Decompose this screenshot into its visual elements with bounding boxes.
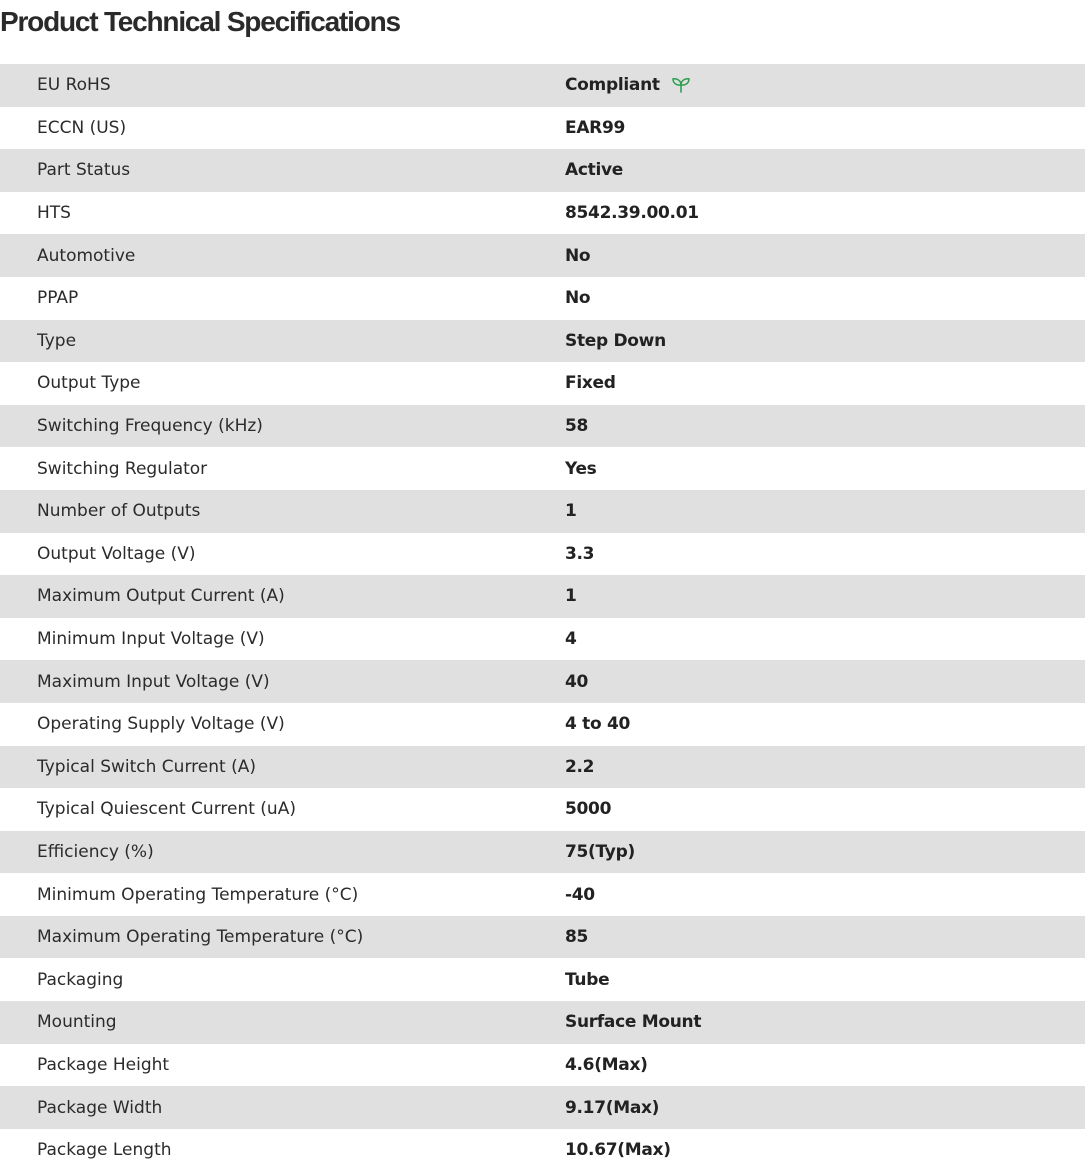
spec-value: No: [565, 288, 591, 309]
spec-row-typical-switch-current: [0, 746, 1085, 789]
spec-value: -40: [565, 884, 595, 905]
spec-row-typical-quiescent-current: [0, 788, 1085, 831]
spec-table: [0, 64, 1085, 1171]
spec-row-ppap: [0, 277, 1085, 320]
spec-row-automotive: [0, 234, 1085, 277]
spec-row-eccn: [0, 107, 1085, 150]
spec-row-type: [0, 320, 1085, 363]
spec-row-eu-rohs: [0, 64, 1085, 107]
spec-value: Active: [565, 160, 623, 181]
spec-row-efficiency: [0, 831, 1085, 874]
spec-label: Output Voltage (V): [37, 543, 196, 564]
spec-row-part-status: [0, 149, 1085, 192]
spec-value-wrapper: [565, 75, 691, 95]
spec-row-hts: [0, 192, 1085, 235]
spec-label: Part Status: [37, 160, 131, 181]
spec-row-number-of-outputs: [0, 490, 1085, 533]
spec-label: Output Type: [37, 373, 141, 394]
spec-label: PPAP: [37, 288, 79, 309]
spec-row-operating-supply-voltage: [0, 703, 1085, 746]
spec-label: Type: [37, 330, 77, 351]
spec-label: EU RoHS: [37, 75, 111, 96]
spec-row-switching-regulator: [0, 447, 1085, 490]
spec-label: Package Width: [37, 1097, 163, 1118]
spec-row-max-output-current: [0, 575, 1085, 618]
spec-label: Maximum Operating Temperature (°C): [37, 927, 364, 948]
spec-value: 2.2: [565, 756, 595, 777]
spec-row-max-operating-temp: [0, 916, 1085, 959]
spec-value: EAR99: [565, 117, 626, 138]
spec-row-max-input-voltage: [0, 660, 1085, 703]
spec-value: 1: [565, 501, 577, 522]
spec-label: Minimum Operating Temperature (°C): [37, 884, 359, 905]
spec-label: Packaging: [37, 969, 124, 990]
spec-label: HTS: [37, 203, 71, 224]
spec-value: 85: [565, 927, 589, 948]
spec-row-packaging: [0, 958, 1085, 1001]
spec-row-package-height: [0, 1044, 1085, 1087]
spec-row-output-voltage: [0, 533, 1085, 576]
spec-value: Compliant: [565, 75, 660, 96]
spec-label: Maximum Output Current (A): [37, 586, 285, 607]
spec-value: Tube: [565, 969, 610, 990]
spec-label: Maximum Input Voltage (V): [37, 671, 270, 692]
spec-label: Minimum Input Voltage (V): [37, 629, 265, 650]
spec-value: 5000: [565, 799, 612, 820]
page-title: Product Technical Specifications: [0, 6, 400, 37]
spec-label: Efficiency (%): [37, 841, 154, 862]
spec-label: Switching Frequency (kHz): [37, 416, 263, 437]
spec-value: 4 to 40: [565, 714, 631, 735]
spec-row-package-length: [0, 1129, 1085, 1171]
spec-label: Typical Quiescent Current (uA): [37, 799, 296, 820]
spec-value: 40: [565, 671, 589, 692]
spec-row-output-type: [0, 362, 1085, 405]
spec-label: Automotive: [37, 245, 136, 266]
spec-value: 10.67(Max): [565, 1140, 671, 1161]
spec-value: 58: [565, 416, 589, 437]
spec-value: 75(Typ): [565, 841, 635, 862]
spec-label: Operating Supply Voltage (V): [37, 714, 285, 735]
spec-value: Surface Mount: [565, 1012, 702, 1033]
spec-row-min-input-voltage: [0, 618, 1085, 661]
spec-value: No: [565, 245, 591, 266]
spec-row-switching-frequency: [0, 405, 1085, 448]
spec-row-min-operating-temp: [0, 873, 1085, 916]
spec-label: Typical Switch Current (A): [37, 756, 256, 777]
spec-value: 1: [565, 586, 577, 607]
spec-label: Mounting: [37, 1012, 117, 1033]
spec-label: Package Length: [37, 1140, 172, 1161]
spec-row-package-width: [0, 1086, 1085, 1129]
spec-label: Switching Regulator: [37, 458, 208, 479]
spec-label: Number of Outputs: [37, 501, 201, 522]
leaf-icon: [671, 77, 691, 93]
spec-value: 4.6(Max): [565, 1054, 648, 1075]
spec-label: ECCN (US): [37, 117, 127, 138]
spec-value: 3.3: [565, 543, 595, 564]
spec-label: Package Height: [37, 1054, 170, 1075]
spec-value: Fixed: [565, 373, 616, 394]
spec-value: 8542.39.00.01: [565, 203, 699, 224]
spec-value: 4: [565, 629, 577, 650]
spec-value: Step Down: [565, 330, 666, 351]
spec-value: Yes: [565, 458, 597, 479]
spec-value: 9.17(Max): [565, 1097, 660, 1118]
spec-row-mounting: [0, 1001, 1085, 1044]
